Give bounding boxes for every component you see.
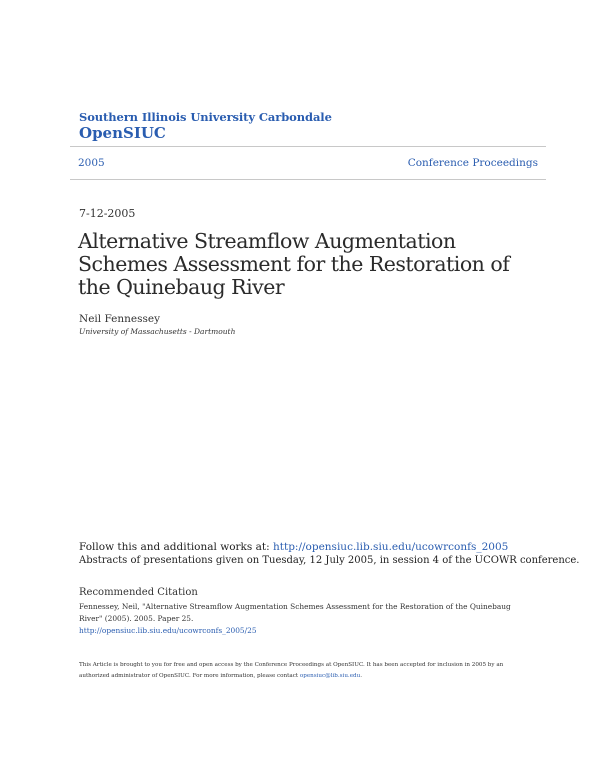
notice-end: . <box>360 673 362 679</box>
year-link[interactable]: 2005 <box>78 157 105 169</box>
repository-name[interactable]: OpenSIUC <box>79 124 166 142</box>
citation-text: Fennessey, Neil, "Alternative Streamflow Augmentation Schemes Assessment for the Restoration of the Quinebaug River" (2005). 2005. Paper 25. <box>79 602 511 623</box>
collection-link[interactable]: Conference Proceedings <box>407 157 538 169</box>
publication-date: 7-12-2005 <box>79 207 136 220</box>
citation-heading: Recommended Citation <box>79 587 198 598</box>
collection-url-link[interactable]: http://opensiuc.lib.siu.edu/ucowrconfs_2005 <box>273 541 509 553</box>
top-divider <box>70 146 546 147</box>
citation-url-link[interactable]: http://opensiuc.lib.siu.edu/ucowrconfs_2005/25 <box>79 626 257 635</box>
follow-text: Follow this and additional works at: <box>79 541 273 553</box>
university-name[interactable]: Southern Illinois University Carbondale <box>79 110 332 124</box>
follow-line <box>79 541 508 553</box>
author-name: Neil Fennessey <box>79 313 161 325</box>
paper-title: Alternative Streamflow Augmentation Schemes Assessment for the Restoration of the Quinebaug River <box>78 229 510 299</box>
abstract-note: Abstracts of presentations given on Tuesday, 12 July 2005, in session 4 of the UCOWR conference. <box>79 555 580 566</box>
notice-text: This Article is brought to you for free and open access by the Conference Proceedings at OpenSIUC. It has been accepted for inclusion in 2005 by an authorized administrator of OpenSIUC. For more information, please contact <box>79 662 504 679</box>
bottom-divider <box>70 179 546 180</box>
access-notice <box>79 660 519 682</box>
author-affiliation: University of Massachusetts - Dartmouth <box>79 327 236 336</box>
contact-email-link[interactable]: opensiuc@lib.siu.edu <box>299 673 361 679</box>
